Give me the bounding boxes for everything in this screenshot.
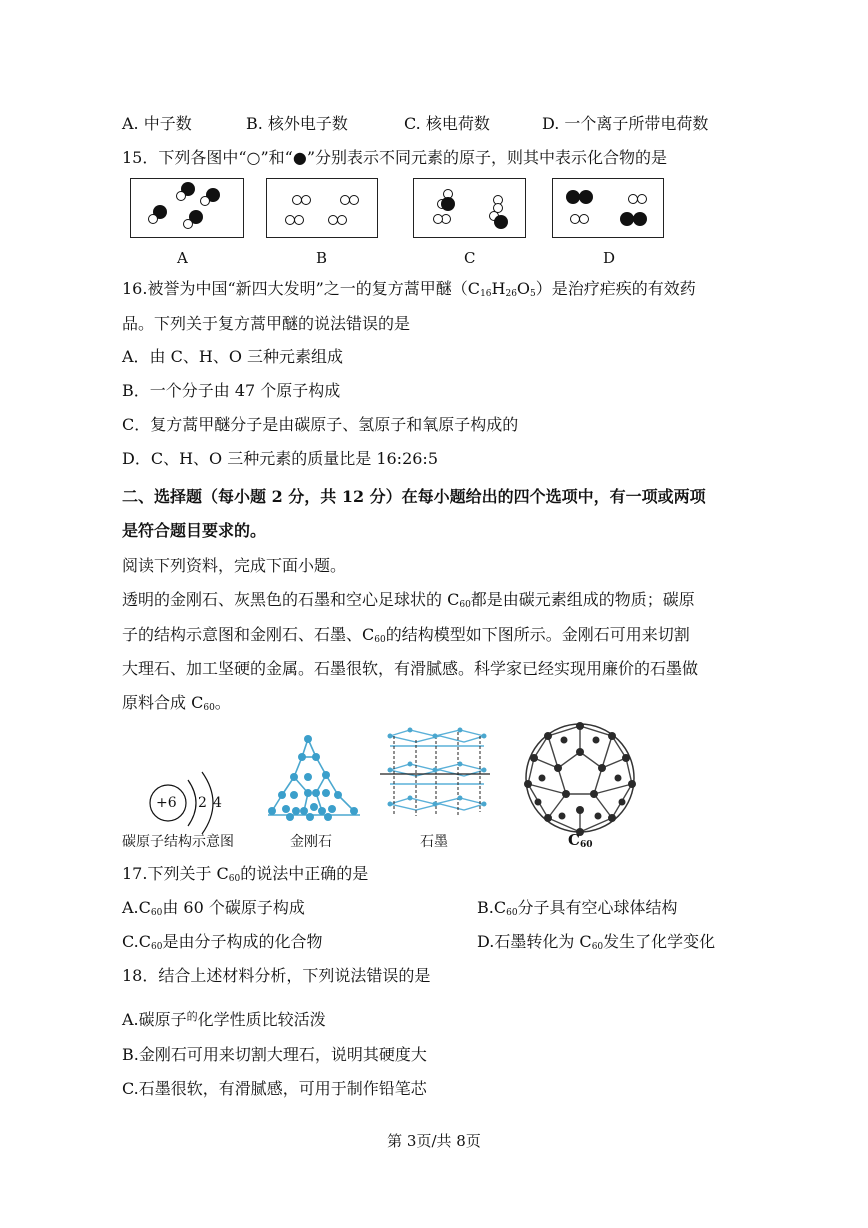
q16-stem-line2: 品。下列关于复方蒿甲醚的说法错误的是: [122, 314, 411, 333]
section2-heading: 二、选择题（每小题 2 分，共 12 分）在每小题给出的四个选项中，有一项或两项: [122, 487, 706, 506]
graphite-model: [380, 726, 490, 826]
q15-diagram-c: [414, 179, 525, 237]
q15-diagram-a: [131, 179, 243, 237]
reading-line4: 原料合成 $C_{60}$。: [122, 693, 231, 713]
q18-option-b: B.金刚石可用来切割大理石，说明其硬度大: [122, 1045, 427, 1064]
shell1-count: 2: [198, 795, 207, 811]
shell2-count: 4: [213, 795, 222, 811]
q18-stem: 18．结合上述材料分析，下列说法错误的是: [122, 966, 431, 985]
nucleus-charge: +6: [156, 795, 177, 811]
q15-label-d: D: [603, 249, 616, 267]
q17-option-b: $B.C_{60}$分子具有空心球体结构: [477, 898, 678, 918]
q18-option-c: C.石墨很软，有滑腻感，可用于制作铅笔芯: [122, 1079, 427, 1098]
q15-label-c: C: [464, 249, 476, 267]
q18-option-a: A.碳原子$^的$化学性质比较活泼: [122, 1010, 326, 1029]
reading-line3: 大理石、加工坚硬的金属。石墨很软，有滑腻感。科学家已经实现用廉价的石墨做: [122, 659, 699, 678]
reading-intro: 阅读下列资料，完成下面小题。: [122, 556, 347, 575]
q16-option-d: D．C、H、O 三种元素的质量比是 16:26:5: [122, 449, 438, 468]
q16-option-c: C．复方蒿甲醚分子是由碳原子、氢原子和氧原子构成的: [122, 415, 519, 434]
carbon-atom-caption: 碳原子结构示意图: [122, 834, 234, 850]
q15-diagram-d: [553, 179, 663, 237]
q17-option-d: D.石墨转化为 $C_{60}$发生了化学变化: [477, 932, 716, 952]
q16-option-a: A．由 C、H、O 三种元素组成: [122, 347, 344, 366]
section2-heading-line2: 是符合题目要求的。: [122, 521, 267, 540]
q17-option-c: $C.C_{60}$是由分子构成的化合物: [122, 932, 323, 952]
page-number: 第 3页/共 8页: [387, 1132, 481, 1150]
c60-model: [518, 720, 642, 836]
q17-stem: 17.下列关于 $C_{60}$的说法中正确的是: [122, 864, 369, 884]
graphite-caption: 石墨: [420, 834, 448, 850]
q15-stem: 15．下列各图中“○”和“●”分别表示不同元素的原子，则其中表示化合物的是: [122, 148, 668, 167]
q15-box-c: [413, 178, 526, 238]
reading-line2: 子的结构示意图和金刚石、石墨、$C_{60}$的结构模型如下图所示。金刚石可用来切割: [122, 625, 690, 645]
q15-box-b: [266, 178, 378, 238]
q15-box-a: [130, 178, 244, 238]
q14-option-a: A. 中子数: [122, 114, 192, 133]
q15-label-b: B: [316, 249, 328, 267]
q16-option-b: B．一个分子由 47 个原子构成: [122, 381, 341, 400]
q15-label-a: A: [177, 249, 188, 267]
q14-option-d: D. 一个离子所带电荷数: [542, 114, 709, 133]
q14-option-c: C. 核电荷数: [404, 114, 490, 133]
q17-option-a: $A.C_{60}$由 60 个碳原子构成: [122, 898, 305, 918]
q15-diagram-b: [267, 179, 377, 237]
q14-option-b: B. 核外电子数: [246, 114, 348, 133]
q15-box-d: [552, 178, 664, 238]
q16-stem: 16.被誉为中国“新四大发明”之一的复方蒿甲醚$(C_{16}H_{26}O_5)$是治疗疟疾的有效药: [122, 279, 696, 299]
diamond-caption: 金刚石: [290, 834, 332, 850]
reading-line1: 透明的金刚石、灰黑色的石墨和空心足球状的 $C_{60}$都是由碳元素组成的物质；碳原: [122, 590, 695, 610]
diamond-model: [264, 733, 364, 823]
c60-caption: $C_{60}$: [568, 831, 593, 850]
